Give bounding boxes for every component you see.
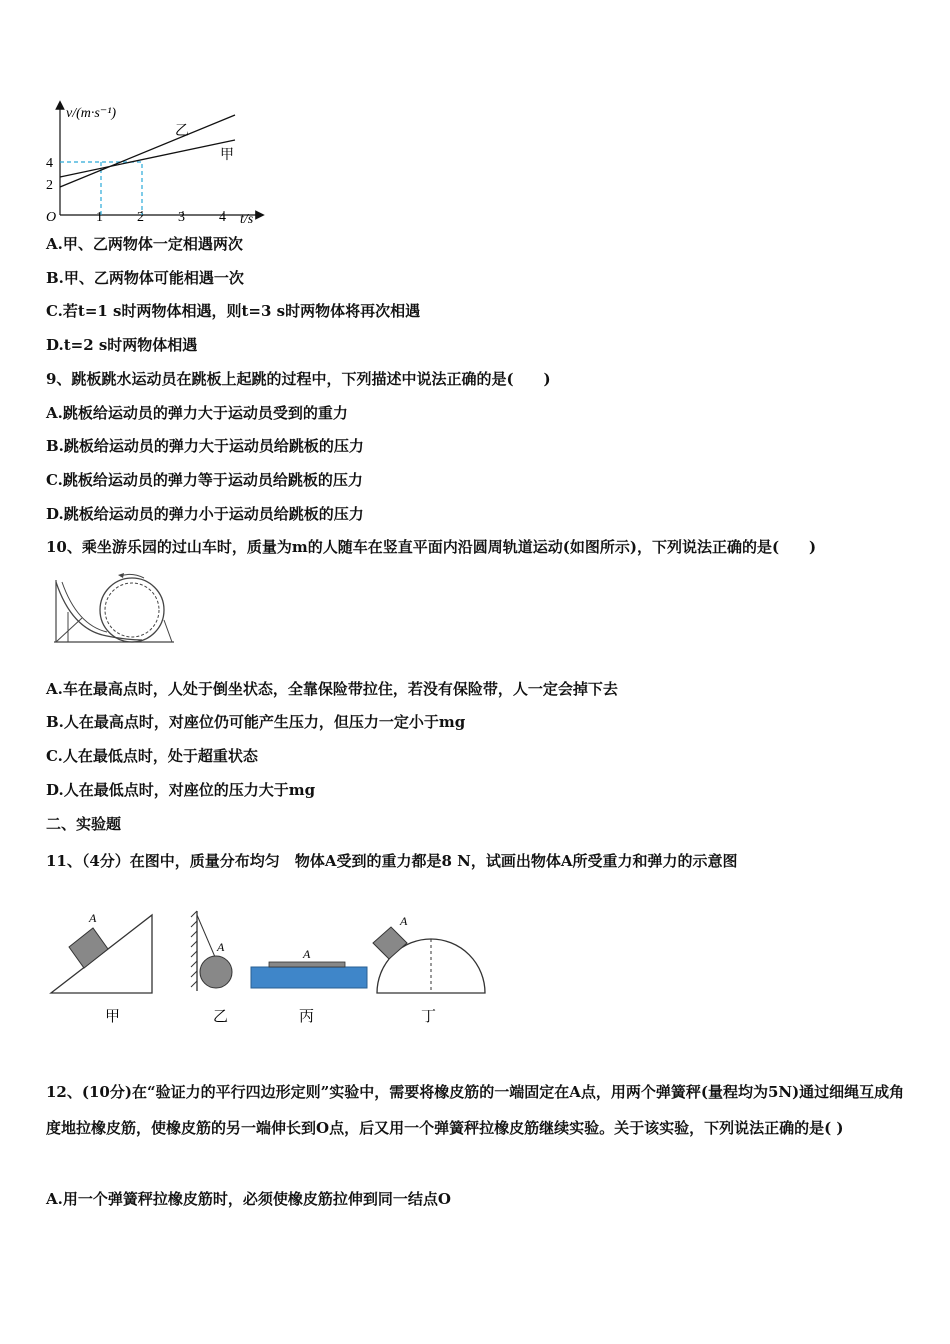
- x-tick-3: 3: [178, 210, 185, 225]
- q8-option-a: A.甲、乙两物体一定相遇两次: [46, 235, 243, 253]
- q9-option-b: B.跳板给运动员的弹力大于运动员给跳板的压力: [46, 437, 364, 455]
- line-yi-label: 乙: [175, 124, 189, 139]
- roller-coaster-figure: [52, 570, 177, 650]
- line-jia-label: 甲: [220, 148, 234, 163]
- q9-option-d: D.跳板给运动员的弹力小于运动员给跳板的压力: [46, 505, 364, 523]
- q10-option-c: C.人在最低点时，处于超重状态: [46, 747, 258, 765]
- q11-stem: 11、（4分）在图中，质量分布均匀 物体A受到的重力都是8 N，试画出物体A所受重力和弹力的示意图: [46, 852, 738, 870]
- q10-option-a: A.车在最高点时，人处于倒坐状态，全靠保险带拉住，若没有保险带，人一定会掉下去: [46, 680, 618, 698]
- q11-figures: [45, 905, 495, 1030]
- q12-stem: 12、(10分)在“验证力的平行四边形定则”实验中，需要将橡皮筋的一端固定在A点，用两个弹簧秤(量程均为5N)通过细绳互成角度地拉橡皮筋，使橡皮筋的另一端伸长到O点，后又用一个弹簧秤拉橡皮筋继续实验。关于该实验，下列说法正确的是( ): [46, 1083, 905, 1137]
- y-tick-4: 4: [46, 156, 53, 171]
- block-label-yi: A: [217, 940, 225, 954]
- x-tick-4: 4: [219, 210, 226, 225]
- q9-stem: 9、跳板跳水运动员在跳板上起跳的过程中，下列描述中说法正确的是( ): [46, 370, 551, 388]
- table-bing: [251, 967, 367, 988]
- y-axis-label: v/(m·s⁻¹): [66, 106, 117, 121]
- q8-option-d: D.t=2 s时两物体相遇: [46, 336, 198, 354]
- q9-option-a: A.跳板给运动员的弹力大于运动员受到的重力: [46, 404, 348, 422]
- fig-label-yi: 乙: [213, 1009, 229, 1025]
- q10-stem: 10、乘坐游乐园的过山车时，质量为m的人随车在竖直平面内沿圆周轨道运动(如图所示)，下列说法正确的是( ): [46, 538, 817, 556]
- x-tick-2: 2: [137, 210, 144, 225]
- line-yi: [60, 115, 235, 187]
- block-ding: [373, 927, 407, 959]
- section-title-experiment: 二、实验题: [46, 815, 122, 833]
- q9-option-c: C.跳板给运动员的弹力等于运动员给跳板的压力: [46, 471, 363, 489]
- fig-label-jia: 甲: [105, 1009, 121, 1025]
- q10-option-d: D.人在最低点时，对座位的压力大于mg: [46, 781, 316, 799]
- q10-option-b: B.人在最高点时，对座位仍可能产生压力，但压力一定小于mg: [46, 713, 466, 731]
- q12-option-a: A.用一个弹簧秤拉橡皮筋时，必须使橡皮筋拉伸到同一结点O: [46, 1190, 451, 1208]
- block-jia: [69, 928, 108, 968]
- block-label-jia: A: [89, 911, 97, 925]
- fig-label-ding: 丁: [421, 1009, 437, 1025]
- q8-option-c: C.若t=1 s时两物体相遇，则t=3 s时两物体将再次相遇: [46, 302, 421, 320]
- plate-bing: [269, 962, 345, 967]
- line-jia: [60, 140, 235, 177]
- velocity-time-graph: [40, 95, 275, 230]
- x-tick-1: 1: [96, 210, 103, 225]
- string-yi: [197, 915, 215, 957]
- block-label-ding: A: [400, 914, 408, 928]
- y-tick-2: 2: [46, 178, 53, 193]
- origin-label: O: [46, 210, 57, 225]
- q8-option-b: B.甲、乙两物体可能相遇一次: [46, 269, 244, 287]
- fig-label-bing: 丙: [299, 1009, 315, 1025]
- x-axis-label: t/s: [240, 212, 254, 227]
- block-label-bing: A: [303, 947, 311, 961]
- ball-yi: [200, 956, 232, 988]
